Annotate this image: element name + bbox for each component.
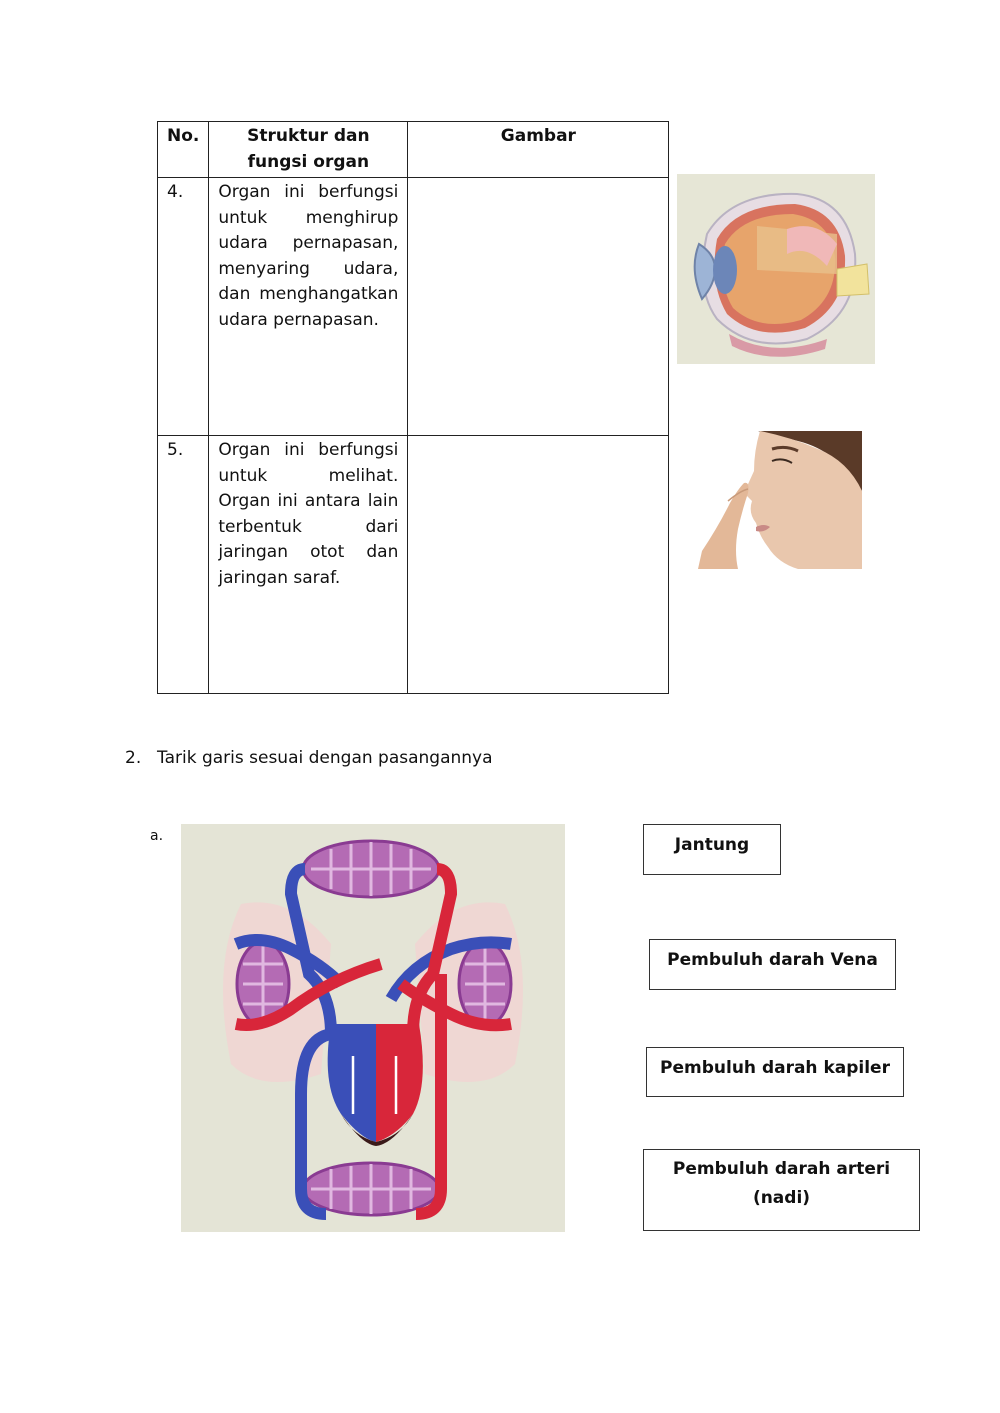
table-header-row xyxy=(158,122,669,178)
eye-image[interactable] xyxy=(677,174,875,364)
header-picture: Gambar xyxy=(408,122,669,178)
header-structure: Struktur dan fungsi organ xyxy=(209,122,408,178)
row-description: Organ ini berfungsi untuk melihat. Organ ini antara lain terbentuk dari jaringan otot dan jaringan saraf. xyxy=(209,436,408,694)
row-number: 5. xyxy=(158,436,209,694)
answer-jantung[interactable]: Jantung xyxy=(643,824,781,875)
header-no: No. xyxy=(158,122,209,178)
nose-image[interactable] xyxy=(698,431,862,569)
answer-kapiler[interactable]: Pembuluh darah kapiler xyxy=(646,1047,904,1097)
table-row xyxy=(158,178,669,436)
answer-vena[interactable]: Pembuluh darah Vena xyxy=(649,939,896,990)
section-number: 2. xyxy=(125,748,142,768)
picture-cell[interactable] xyxy=(408,436,669,694)
item-label: a. xyxy=(150,828,164,844)
answer-arteri[interactable]: Pembuluh darah arteri (nadi) xyxy=(643,1149,920,1231)
instruction-text: Tarik garis sesuai dengan pasangannya xyxy=(157,748,493,768)
table-row xyxy=(158,436,669,694)
section-2-instruction xyxy=(125,748,493,768)
row-number: 4. xyxy=(158,178,209,436)
circulation-image[interactable] xyxy=(181,824,565,1232)
row-description: Organ ini berfungsi untuk menghirup udara pernapasan, menyaring udara, dan menghangatkan udara pernapasan. xyxy=(209,178,408,436)
picture-cell[interactable] xyxy=(408,178,669,436)
organ-table xyxy=(157,121,669,694)
